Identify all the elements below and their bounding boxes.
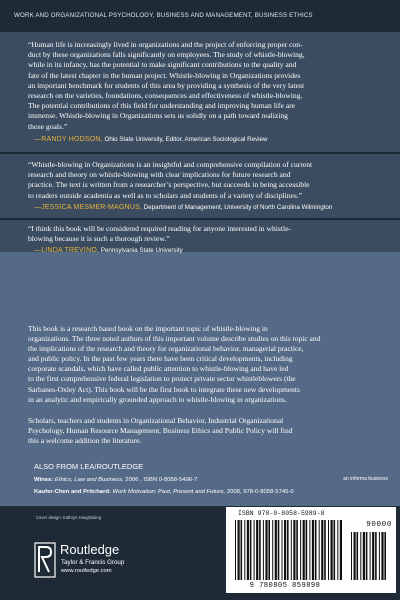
description-line: organizations. The three noted authors of this important volume describe studies on this topic and (28, 334, 321, 344)
barcode-bar (291, 520, 292, 580)
related-authors: Kaufer-Chen and Pritchard: (34, 489, 111, 495)
quote-1 (28, 40, 378, 132)
quote-2-attribution (34, 204, 390, 211)
quote-2 (28, 160, 378, 201)
description-line: This book is a research based book on the important topic of whistle-blowing in (28, 324, 268, 333)
barcode-bar (324, 520, 326, 580)
quote-line: to readers outside academia as well as to scholars and students of a variety of disciplines.” (28, 190, 303, 200)
quote-line: “Whistle-blowing in Organizations is an insightful and comprehensive compilation of current (28, 160, 313, 169)
related-details: 2006 , ISBN 0-8058-5496-7 (123, 477, 198, 483)
barcode-bar (360, 532, 361, 580)
barcode-bar (331, 520, 333, 580)
barcode-bar (375, 532, 377, 580)
isbn-barcode (234, 520, 344, 580)
quote-line: practice. The text is written from a researcher’s perspective, but succeeds in being accessible (28, 180, 310, 190)
related-title-2 (34, 489, 294, 495)
description-line: Scholars, teachers and students in Organizational Behavior, Industrial Organizational (28, 416, 284, 425)
description-line: this a welcome addition the literature. (28, 436, 142, 446)
quote-line: while in its infancy, has the potential to make significant contributions to the quality and (28, 60, 297, 70)
barcode-bar (372, 532, 374, 580)
barcode-bar (337, 520, 338, 580)
isbn-label: ISBN 978-0-8058-5989-8 (238, 510, 325, 517)
barcode-bar (309, 520, 310, 580)
related-details: 2008, 978-0-8058-5745-0 (225, 489, 294, 495)
barcode-bar (357, 532, 359, 580)
barcode-bar (312, 520, 314, 580)
barcode-bar (287, 520, 289, 580)
barcode-bar (284, 520, 286, 580)
description-paragraph-2 (28, 416, 376, 446)
barcode-bar (351, 532, 352, 580)
publisher-group: Taylor & Francis Group (61, 559, 125, 566)
quote-line: research and theory on whistle-blowing with clear implications for future research and (28, 170, 291, 180)
barcode-bar (300, 520, 301, 580)
barcode-bar (272, 520, 273, 580)
barcode-bar (354, 532, 356, 580)
description-line: to the first comprehensive federal legislation to protect private sector whistleblowers (the (28, 374, 296, 384)
barcode-bar (340, 520, 342, 580)
barcode-bar (238, 520, 240, 580)
barcode-bar (263, 520, 264, 580)
barcode-bar (259, 520, 261, 580)
barcode-bar (303, 520, 305, 580)
barcode-bar (250, 520, 252, 580)
barcode-bar (235, 520, 236, 580)
barcode-bar (366, 532, 368, 580)
barcode-bar (384, 532, 386, 580)
barcode-panel (226, 507, 396, 593)
quote-line: duct by these organizations falls significantly on employees. The study of whistle-blowing, (28, 50, 305, 60)
description-line: the implications of the research and theory for organizational behavior, managerial practice, (28, 344, 304, 354)
related-authors: Wines: (34, 477, 54, 483)
barcode-bar (363, 532, 365, 580)
description-line: Psychology, Human Resource Management, Business Ethics and Public Policy will find (28, 426, 293, 436)
description-paragraph-1 (28, 324, 376, 405)
quote-3 (28, 224, 378, 244)
quote-line: “Human life is increasingly lived in organizations and the project of enforcing proper con- (28, 40, 303, 49)
barcode-bar (268, 520, 270, 580)
attribution-affiliation: Department of Management, University of North Carolina Wilmington (142, 204, 333, 211)
barcode-bar (306, 520, 308, 580)
quote-line: those goals.” (28, 121, 68, 131)
price-code: 90000 (366, 521, 392, 529)
publisher-url: www.routledge.com (61, 568, 112, 574)
quote-line: “I think this book will be considered required reading for anyone interested in whistle- (28, 224, 291, 233)
barcode-bar (370, 532, 371, 580)
quote-line: fate of the latest chapter in the human project. Whistle-blowing in Organizations provides (28, 70, 301, 80)
barcode-bar (278, 520, 280, 580)
description-line: in an analytic and empirically grounded approach to whistle-blowing in organizations. (28, 394, 287, 404)
attribution-name: —RANDY HODSON, (34, 136, 103, 143)
description-line: and public policy. In the past few years there have been critical developments, including (28, 354, 293, 364)
quote-line: an important benchmark for students of this area by providing a synthesis of the very latest (28, 80, 305, 90)
attribution-name: —JESSICA MESMER-MAGNUS, (34, 204, 143, 211)
barcode-bar (315, 520, 317, 580)
routledge-logo-icon (34, 542, 56, 578)
description-line: Sarbanes-Oxley Act). This book will be the first book to integrate these new developments (28, 384, 300, 394)
attribution-affiliation: Ohio State University, Editor, American Sociological Review (102, 136, 268, 143)
attribution-affiliation: Pennsylvania State University (99, 247, 183, 254)
barcode-bar (282, 520, 283, 580)
barcode-bar (244, 520, 245, 580)
barcode-bar (334, 520, 336, 580)
publisher-logo (34, 542, 154, 582)
related-title: Ethics, Law and Business, (53, 477, 124, 483)
quote-line: research on the varieties, foundations, consequences and effectiveness of whistle-blowing. (28, 91, 303, 101)
related-title-1 (34, 477, 197, 483)
barcode-bar (381, 532, 383, 580)
subject-categories: WORK AND ORGANIZATIONAL PSYCHOLOGY, BUSINESS AND MANAGEMENT, BUSINESS ETHICS (14, 12, 313, 19)
barcode-bar (293, 520, 295, 580)
quote-line: immense. Whistle-blowing in Organizations sets us solidly on a path toward realizing (28, 111, 288, 121)
barcode-bar (247, 520, 249, 580)
informa-tagline: an informa business (343, 476, 388, 482)
barcode-bar (275, 520, 277, 580)
quote-line: blowing because it is such a thorough review.” (28, 234, 170, 244)
barcode-bar (241, 520, 243, 580)
quote-3-attribution (34, 247, 390, 254)
barcode-bar (379, 532, 380, 580)
cover-credit: Cover design: Kathryn Houghtaling (36, 515, 101, 520)
quote-line: The potential contributions of this field for understanding and improving human life are (28, 101, 295, 111)
barcode-bar (319, 520, 320, 580)
barcode-bar (256, 520, 258, 580)
barcode-bar (296, 520, 298, 580)
barcode-number: 9 780805 859898 (249, 582, 321, 590)
also-from-heading: ALSO FROM LEA/ROUTLEDGE (34, 462, 144, 471)
barcode-bar (328, 520, 329, 580)
barcode-bar (265, 520, 267, 580)
barcode-bar (254, 520, 255, 580)
barcode-bar (321, 520, 323, 580)
description-line: corporate scandals, which have called public attention to whistle-blowing and have led (28, 364, 289, 374)
attribution-name: —LINDA TREVINO, (34, 247, 100, 254)
publisher-name: Routledge (60, 542, 120, 557)
related-title: Work Motivation: Past, Present and Future, (110, 489, 226, 495)
addon-barcode (350, 532, 390, 582)
quote-1-attribution (34, 136, 390, 143)
